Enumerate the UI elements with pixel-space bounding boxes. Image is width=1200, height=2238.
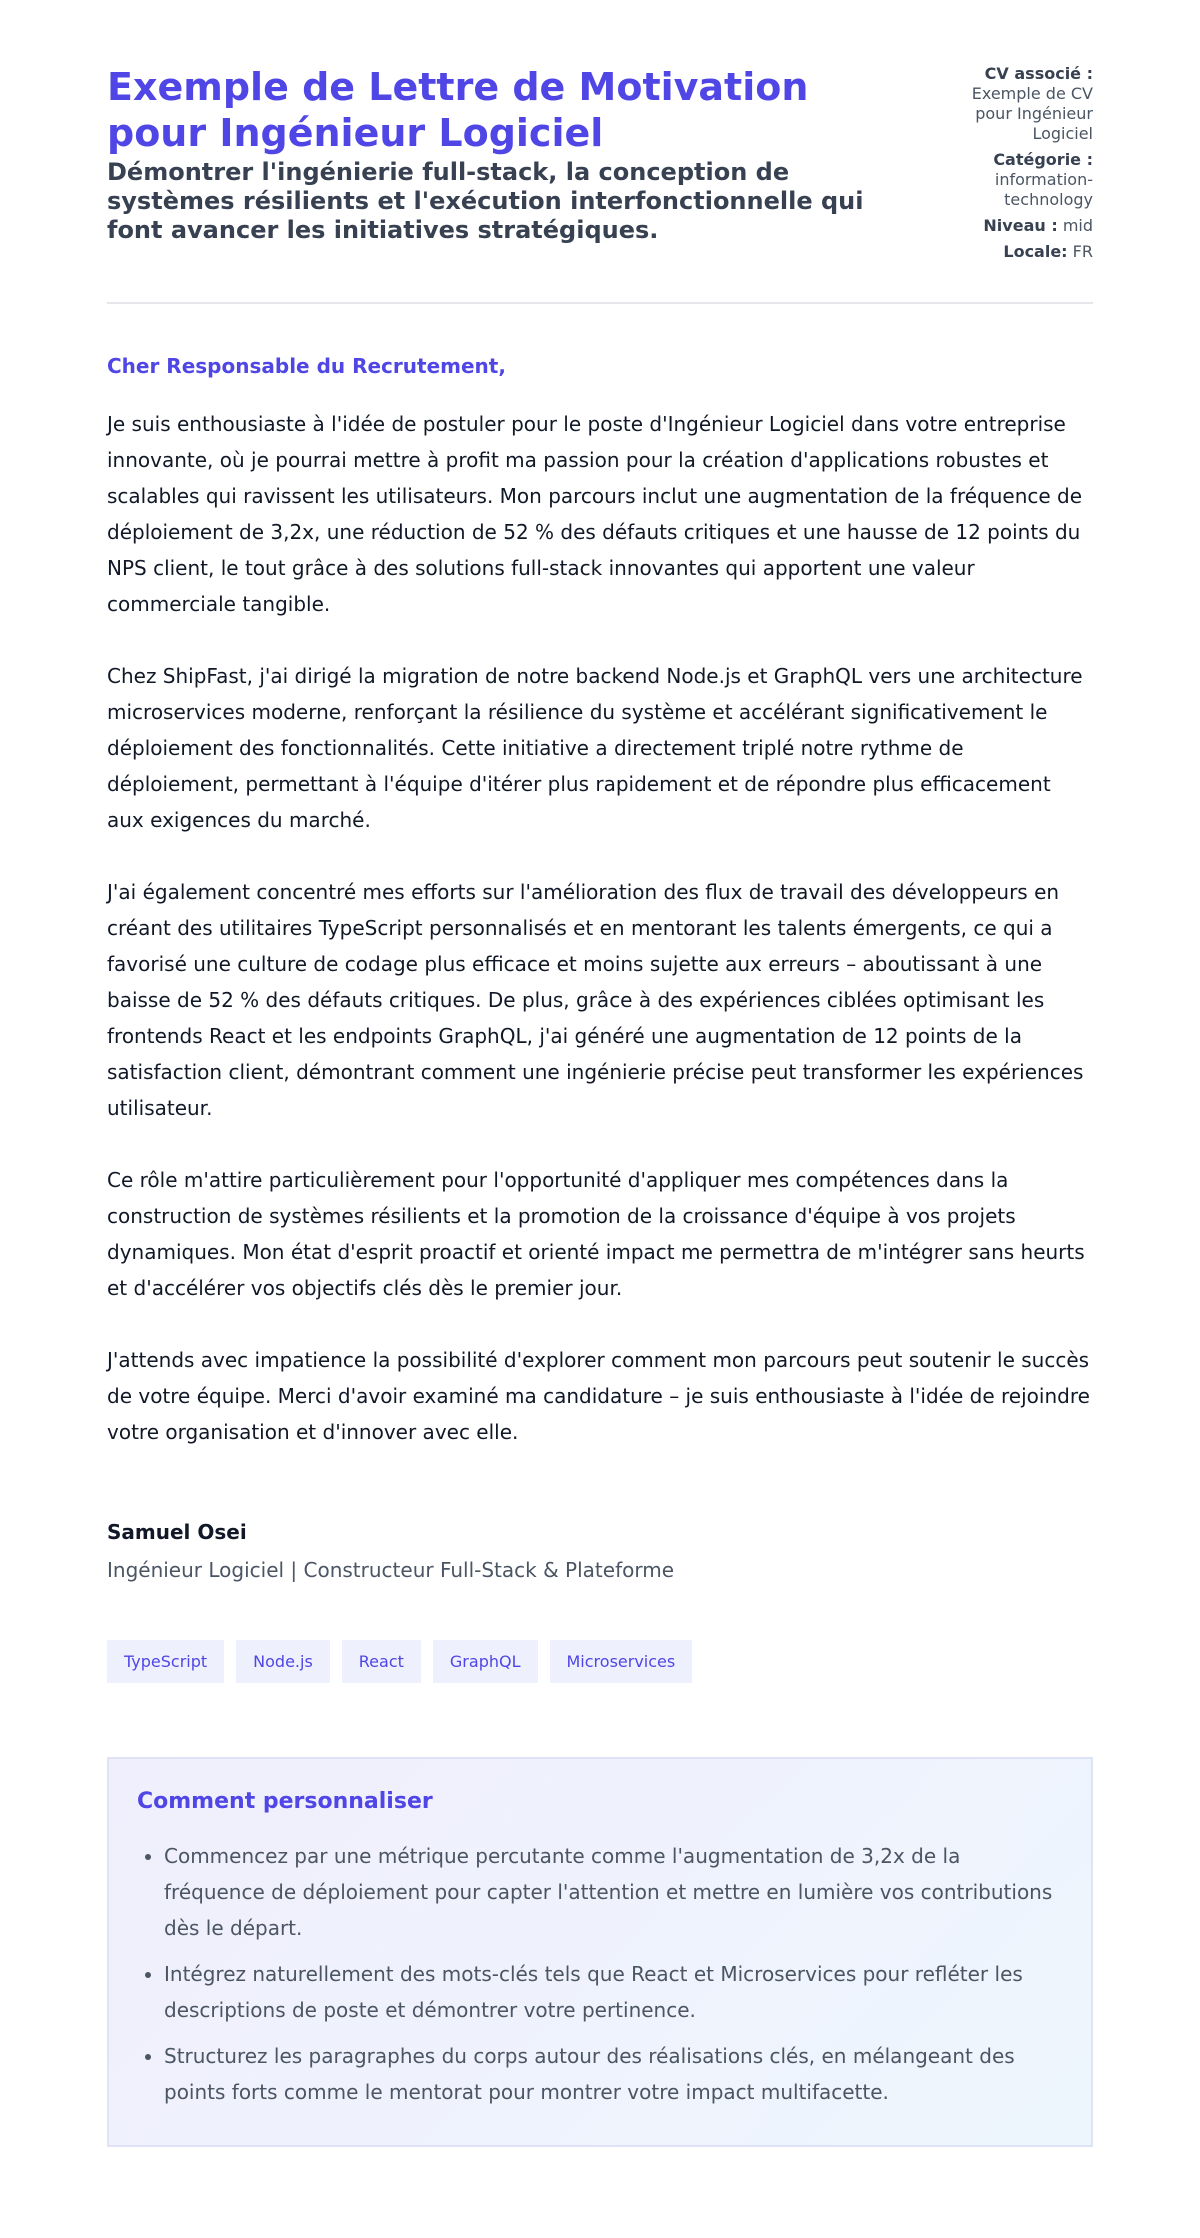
- customization-tips: [107, 1757, 1093, 2147]
- tip-item: • Commencez par une métrique percutante comme l'augmentation de 3,2x de la fréquence de déploiement pour capter l'attention et mettre en lumière vos contributions dès le départ.: [164, 1838, 1063, 1946]
- page-header: [107, 64, 1093, 268]
- paragraph: Je suis enthousiaste à l'idée de postuler pour le poste d'Ingénieur Logiciel dans votre entreprise innovante, où je pourrai mettre à profit ma passion pour la création d'applications robustes et scalables qui ravissent les utilisateurs. Mon parcours inclut une augmentation de la fréquence de déploiement de 3,2x, une réduction de 52 % des défauts critiques et une hausse de 12 points du NPS client, le tout grâce à des solutions full-stack innovantes qui apportent une valeur commerciale tangible.: [107, 412, 1083, 616]
- meta-panel: [943, 64, 1093, 268]
- skill-tag: Node.js: [236, 1640, 330, 1683]
- signature-name: Samuel Osei: [107, 1520, 247, 1544]
- divider: [107, 302, 1093, 304]
- skill-tag: React: [342, 1640, 421, 1683]
- skill-tag: Microservices: [550, 1640, 693, 1683]
- tip-item: • Intégrez naturellement des mots-clés tels que React et Microservices pour refléter les descriptions de poste et démontrer votre pertinence.: [164, 1956, 1063, 2028]
- salutation: Cher Responsable du Recrutement,: [107, 354, 506, 378]
- tips-title: Comment personnaliser: [137, 1789, 433, 1814]
- skill-tag: TypeScript: [107, 1640, 224, 1683]
- tip-item: • Structurez les paragraphes du corps autour des réalisations clés, en mélangeant des points forts comme le mentorat pour montrer votre impact multifacette.: [164, 2038, 1063, 2110]
- paragraph: Ce rôle m'attire particulièrement pour l'opportunité d'appliquer mes compétences dans la construction de systèmes résilients et la promotion de la croissance d'équipe à vos projets dynamiques. Mon état d'esprit proactif et orienté impact me permettra de m'intégrer sans heurts et d'accélérer vos objectifs clés dès le premier jour.: [107, 1168, 1085, 1300]
- category-label: Catégorie :: [993, 150, 1093, 169]
- cv-value: Exemple de CV pour Ingénieur Logiciel: [971, 84, 1093, 143]
- skill-tags: [107, 1640, 1093, 1683]
- skill-tag: GraphQL: [433, 1640, 538, 1683]
- level-value: mid: [1062, 216, 1093, 235]
- page-title: Exemple de Lettre de Motivation pour Ingénieur Logiciel: [107, 65, 809, 155]
- locale-value: FR: [1072, 242, 1093, 261]
- level-label: Niveau :: [983, 216, 1058, 235]
- category-value: information-technology: [994, 170, 1093, 209]
- page-subtitle: Démontrer l'ingénierie full-stack, la conception de systèmes résilients et l'exécution interfonctionnelle qui font avancer les initiatives stratégiques.: [107, 158, 864, 244]
- locale-label: Locale:: [1003, 242, 1068, 261]
- cv-label: CV associé :: [984, 64, 1093, 83]
- paragraph: Chez ShipFast, j'ai dirigé la migration de notre backend Node.js et GraphQL vers une architecture microservices moderne, renforçant la résilience du système et accélérant significativement le déploiement des fonctionnalités. Cette initiative a directement triplé notre rythme de déploiement, permettant à l'équipe d'itérer plus rapidement et de répondre plus efficacement aux exigences du marché.: [107, 664, 1083, 832]
- paragraph: J'ai également concentré mes efforts sur l'amélioration des flux de travail des développeurs en créant des utilitaires TypeScript personnalisés et en mentorant les talents émergents, ce qui a favorisé une culture de codage plus efficace et moins sujette aux erreurs – aboutissant à une baisse de 52 % des défauts critiques. De plus, grâce à des expériences ciblées optimisant les frontends React et les endpoints GraphQL, j'ai généré une augmentation de 12 points de la satisfaction client, démontrant comment une ingénierie précise peut transformer les expériences utilisateur.: [107, 880, 1084, 1120]
- signature-role: Ingénieur Logiciel | Constructeur Full-Stack & Plateforme: [107, 1558, 675, 1582]
- tips-list: [137, 1838, 1063, 2110]
- paragraph: J'attends avec impatience la possibilité d'explorer comment mon parcours peut soutenir le succès de votre équipe. Merci d'avoir examiné ma candidature – je suis enthousiaste à l'idée de rejoindre votre organisation et d'innover avec elle.: [107, 1348, 1090, 1444]
